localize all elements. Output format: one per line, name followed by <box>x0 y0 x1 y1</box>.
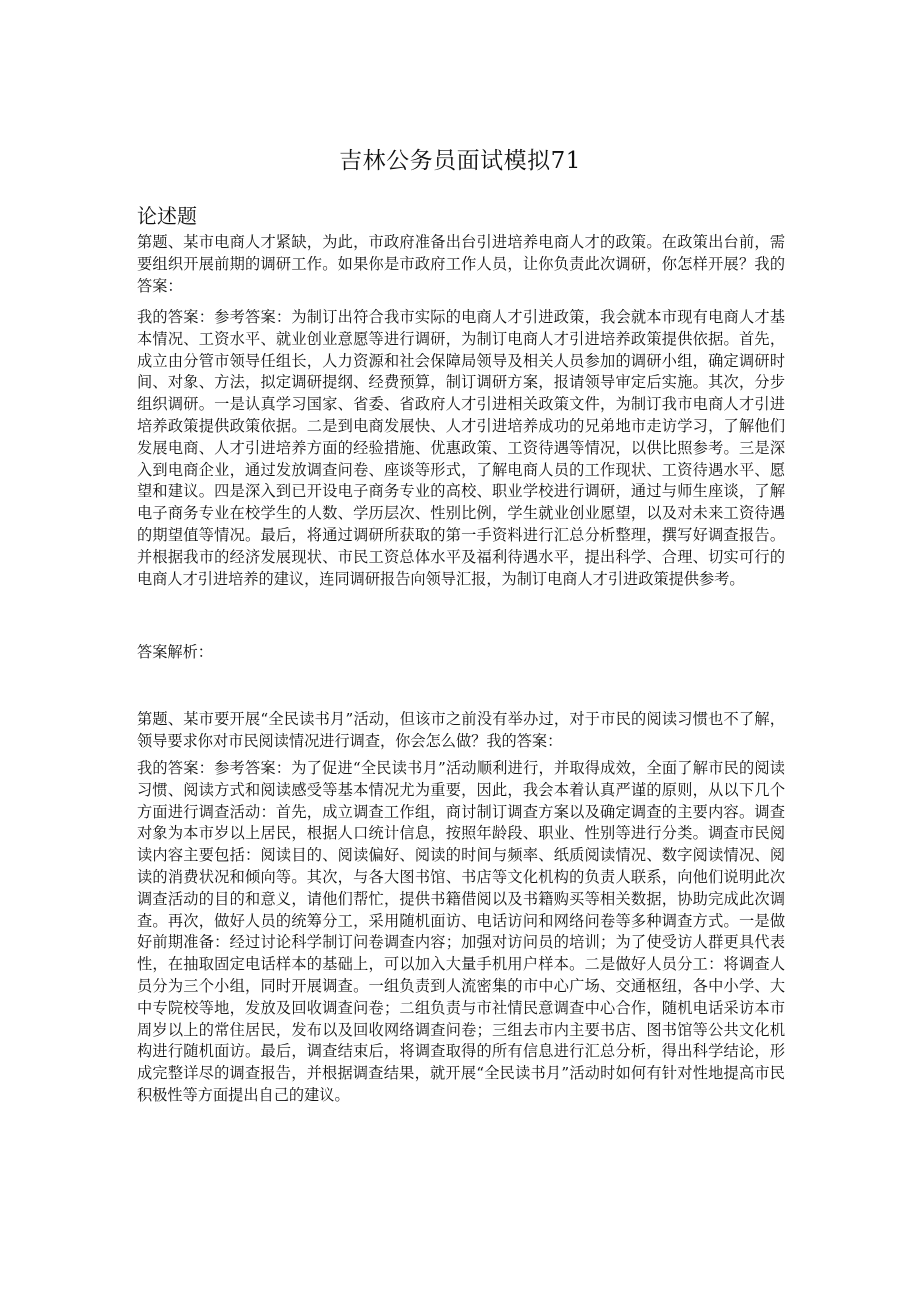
explanation-1-label: 答案解析： <box>137 643 213 661</box>
question-2-text: 第题、某市要开展“全民读书月”活动，但该市之前没有举办过，对于市民的阅读习惯也不了解，领导要求你对市民阅读情况进行调查，你会怎么做？我的答案： <box>137 710 785 750</box>
question-1 <box>137 232 785 297</box>
answer-1-text: 我的答案：参考答案：为制订出符合我市实际的电商人才引进政策，我会就本市现有电商人才基本情况、工资水平、就业创业意愿等进行调研，为制订电商人才引进培养政策提供依据。首先，成立由分管市领导任组长，人力资源和社会保障局领导及相关人员参加的调研小组，确定调研时间、对象、方法，拟定调研提纲、经费预算，制订调研方案，报请领导审定后实施。其次，分步组织调研。一是认真学习国家、省委、省政府人才引进相关政策文件，为制订我市电商人才引进培养政策提供政策依据。二是到电商发展快、人才引进培养成功的兄弟地市走访学习，了解他们发展电商、人才引进培养方面的经验措施、优惠政策、工资待遇等情况，以供比照参考。三是深入到电商企业，通过发放调查问卷、座谈等形式，了解电商人员的工作现状、工资待遇水平、愿望和建议。四是深入到已开设电子商务专业的高校、职业学校进行调研，通过与师生座谈，了解电子商务专业在校学生的人数、学历层次、性别比例，学生就业创业愿望，以及对未来工资待遇的期望值等情况。最后，将通过调研所获取的第一手资料进行汇总分析整理，撰写好调查报告。并根据我市的经济发展现状、市民工资总体水平及福利待遇水平，提出科学、合理、切实可行的电商人才引进培养的建议，连同调研报告向领导汇报，为制订电商人才引进政策提供参考。 <box>137 308 785 588</box>
answer-1 <box>137 307 785 590</box>
question-1-text: 第题、某市电商人才紧缺，为此，市政府准备出台引进培养电商人才的政策。在政策出台前，需要组织开展前期的调研工作。如果你是市政府工作人员，让你负责此次调研，你怎样开展？我的答案： <box>137 233 785 295</box>
question-2 <box>137 709 785 753</box>
answer-2 <box>137 758 785 1107</box>
explanation-1 <box>137 642 785 664</box>
section-heading: 论述题 <box>137 204 197 228</box>
document-title: 吉林公务员面试模拟71 <box>339 148 581 174</box>
answer-2-text: 我的答案：参考答案：为了促进“全民读书月”活动顺利进行，并取得成效，全面了解市民的阅读习惯、阅读方式和阅读感受等基本情况尤为重要，因此，我会本着认真严谨的原则，从以下几个方面进行调查活动：首先，成立调查工作组，商讨制订调查方案以及确定调查的主要内容。调查对象为本市岁以上居民，根据人口统计信息，按照年龄段、职业、性别等进行分类。调查市民阅读内容主要包括：阅读目的、阅读偏好、阅读的时间与频率、纸质阅读情况、数字阅读情况、阅读的消费状况和倾向等。其次，与各大图书馆、书店等文化机构的负责人联系，向他们说明此次调查活动的目的和意义，请他们帮忙，提供书籍借阅以及书籍购买等相关数据，协助完成此次调查。再次，做好人员的统筹分工，采用随机面访、电话访问和网络问卷等多种调查方式。一是做好前期准备：经过讨论科学制订问卷调查内容；加强对访问员的培训；为了使受访人群更具代表性，在抽取固定电话样本的基础上，可以加入大量手机用户样本。二是做好人员分工：将调查人员分为三个小组，同时开展调查。一组负责到人流密集的市中心广场、交通枢纽，各中小学、大中专院校等地，发放及回收调查问卷；二组负责与市社情民意调查中心合作，随机电话采访本市周岁以上的常住居民，发布以及回收网络调查问卷；三组去市内主要书店、图书馆等公共文化机构进行随机面访。最后，调查结束后，将调查取得的所有信息进行汇总分析，得出科学结论，形成完整详尽的调查报告，并根据调查结果，就开展“全民读书月”活动时如何有针对性地提高市民积极性等方面提出自己的建议。 <box>137 759 785 1104</box>
